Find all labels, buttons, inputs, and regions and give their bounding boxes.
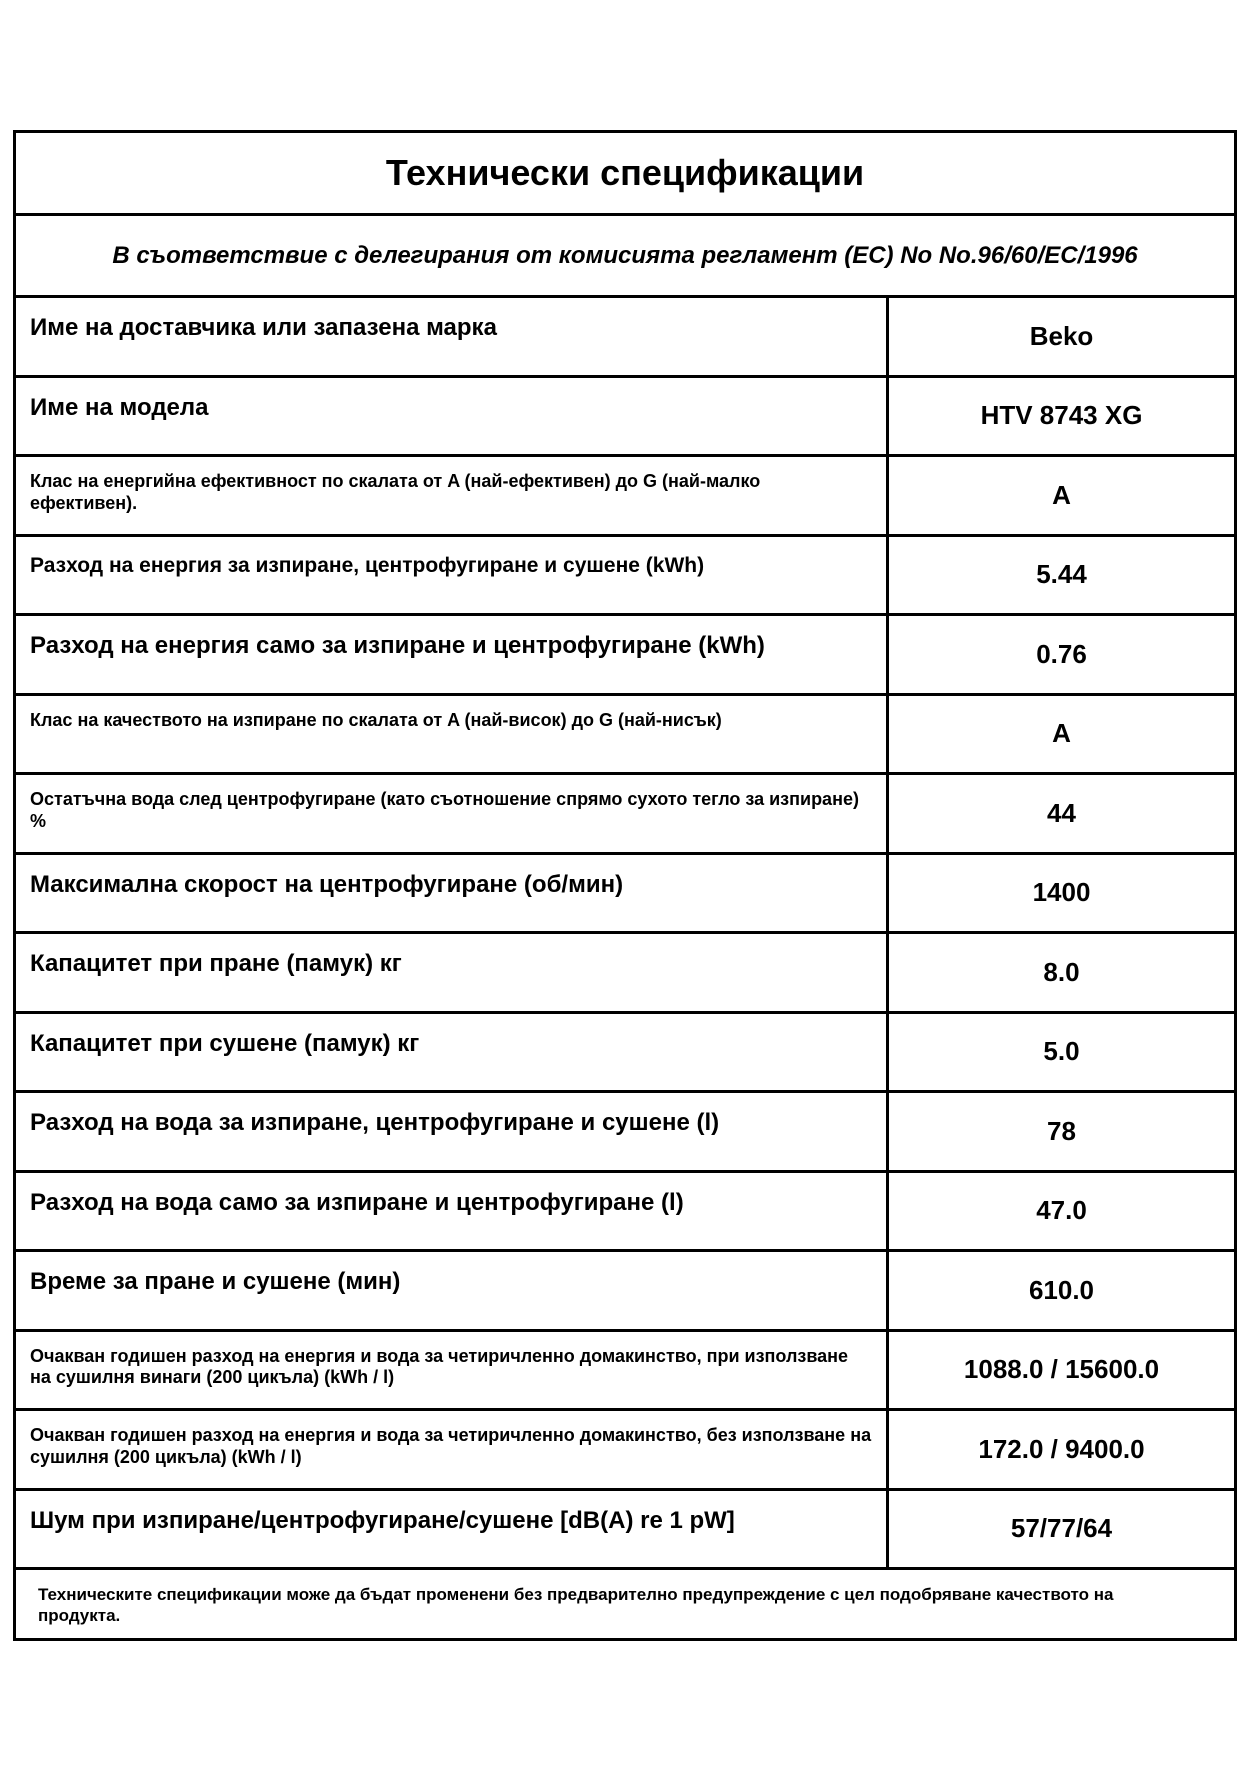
spec-label: Капацитет при сушене (памук) кг	[16, 1014, 889, 1091]
spec-value: 57/77/64	[1010, 1513, 1113, 1544]
spec-row-water-wash	[16, 1173, 1234, 1253]
spec-label: Клас на енергийна ефективност по скалата от A (най-ефективен) до G (най-малко ефективен).	[16, 457, 889, 534]
spec-label: Капацитет при пране (памук) кг	[16, 934, 889, 1011]
spec-value: A	[1052, 718, 1071, 749]
footer-note: Техническите спецификации може да бъдат променени без предварително предупреждение с цел подобряване качеството на продукта.	[38, 1585, 1114, 1626]
page-title: Технически спецификации	[385, 152, 865, 193]
spec-label: Време за пране и сушене (мин)	[16, 1252, 889, 1329]
spec-row-time	[16, 1252, 1234, 1332]
spec-value: HTV 8743 XG	[980, 400, 1143, 431]
spec-value: A	[1052, 479, 1071, 510]
spec-value: 5.44	[1036, 559, 1087, 590]
spec-label: Шум при изпиране/центрофугиране/сушене [dB(A) re 1 pW]	[16, 1491, 889, 1568]
spec-label: Клас на качеството на изпиране по скалата от A (най-висок) до G (най-нисък)	[16, 696, 889, 773]
spec-value: 44	[1047, 797, 1076, 828]
spec-row-energy-wash-dry	[16, 537, 1234, 617]
spec-row-annual-without-dryer	[16, 1411, 1234, 1491]
spec-row-noise	[16, 1491, 1234, 1571]
spec-value: 47.0	[1036, 1195, 1087, 1226]
spec-value: 1400	[1032, 877, 1091, 908]
spec-row-energy-class	[16, 457, 1234, 537]
page-subtitle: В съответствие с делегирания от комисията регламент (EC) No No.96/60/EC/1996	[112, 241, 1138, 269]
spec-row-residual-water	[16, 775, 1234, 855]
spec-row-annual-with-dryer	[16, 1332, 1234, 1412]
spec-label: Име на доставчика или запазена марка	[16, 298, 889, 375]
spec-value: 1088.0 / 15600.0	[963, 1354, 1160, 1385]
spec-label: Максимална скорост на центрофугиране (об/мин)	[16, 855, 889, 932]
spec-label: Остатъчна вода след центрофугиране (като съотношение спрямо сухото тегло за изпиране) %	[16, 775, 889, 852]
spec-label: Разход на енергия само за изпиране и центрофугиране (kWh)	[16, 616, 889, 693]
spec-value: 5.0	[1043, 1036, 1080, 1067]
subtitle-row	[16, 216, 1234, 298]
spec-row-wash-class	[16, 696, 1234, 776]
spec-table	[13, 130, 1237, 1641]
spec-row-model	[16, 378, 1234, 458]
spec-row-wash-capacity	[16, 934, 1234, 1014]
spec-value: 172.0 / 9400.0	[978, 1433, 1145, 1464]
spec-label: Разход на вода за изпиране, центрофугиране и сушене (l)	[16, 1093, 889, 1170]
spec-label: Очакван годишен разход на енергия и вода за четиричленно домакинство, без използване на сушилня (200 цикъла) (kWh / l)	[16, 1411, 889, 1488]
spec-row-dry-capacity	[16, 1014, 1234, 1094]
spec-value: 78	[1047, 1115, 1076, 1146]
spec-label: Разход на вода само за изпиране и центрофугиране (l)	[16, 1173, 889, 1250]
spec-value: 8.0	[1043, 956, 1080, 987]
spec-row-water-wash-dry	[16, 1093, 1234, 1173]
spec-value: Beko	[1029, 320, 1094, 351]
spec-value: 610.0	[1028, 1274, 1095, 1305]
spec-value: 0.76	[1036, 638, 1087, 669]
spec-row-spin-speed	[16, 855, 1234, 935]
spec-row-energy-wash	[16, 616, 1234, 696]
spec-row-supplier	[16, 298, 1234, 378]
spec-label: Разход на енергия за изпиране, центрофугиране и сушене (kWh)	[16, 537, 889, 614]
title-row	[16, 133, 1234, 216]
spec-label: Име на модела	[16, 378, 889, 455]
spec-label: Очакван годишен разход на енергия и вода за четиричленно домакинство, при използване на сушилня винаги (200 цикъла) (kWh / l)	[16, 1332, 889, 1409]
